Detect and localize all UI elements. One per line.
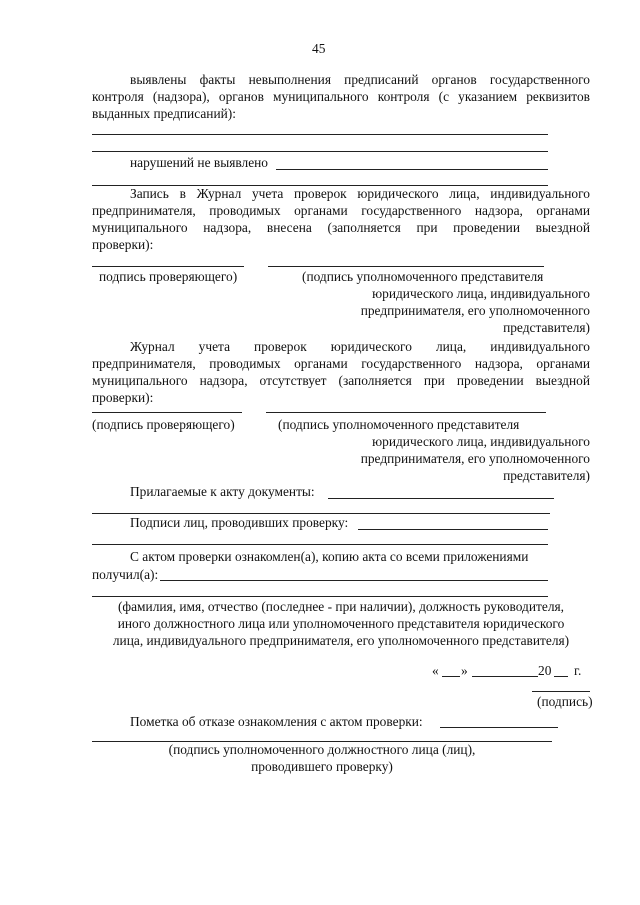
no-violations-label: нарушений не выявлено xyxy=(130,155,268,170)
sig2-rep-line1: (подпись уполномоченного представителя xyxy=(278,417,520,432)
fio-caption-line3: лица, индивидуального предпринимателя, его уполномоченного представителя) xyxy=(112,633,570,648)
journal-absent-line4: проверки): xyxy=(92,390,154,405)
sig1-inspector-line[interactable] xyxy=(92,266,244,267)
date-year-suffix: г. xyxy=(574,663,582,678)
inspectors-signatures-blank[interactable] xyxy=(358,529,548,530)
refusal-note-blank[interactable] xyxy=(440,727,558,728)
acquainted-line1: С актом проверки ознакомлен(а), копию акта со всеми приложениями xyxy=(130,549,529,564)
fio-caption-line2: иного должностного лица или уполномоченного представителя юридического xyxy=(117,616,565,631)
sig1-rep-line2: юридического лица, индивидуального xyxy=(372,286,590,301)
date-year-prefix: 20 xyxy=(538,663,552,678)
signature-blank[interactable] xyxy=(532,691,590,692)
signature-caption: (подпись) xyxy=(537,694,593,709)
sig2-representative-line[interactable] xyxy=(266,412,546,413)
violations-text-line1: выявлены факты невыполнения предписаний органов государственного xyxy=(130,72,590,87)
sig1-rep-line1: (подпись уполномоченного представителя xyxy=(302,269,544,284)
sig1-inspector-caption: подпись проверяющего) xyxy=(99,269,238,284)
date-open-quote: « xyxy=(432,663,439,678)
sig1-rep-line4: представителя) xyxy=(503,320,590,335)
attached-docs-blank[interactable] xyxy=(328,498,554,499)
fio-caption-line1: (фамилия, имя, отчество (последнее - при наличии), должность руководителя, xyxy=(117,599,565,614)
date-month-blank[interactable] xyxy=(472,676,538,677)
official-caption-line2: проводившего проверку) xyxy=(251,759,393,774)
journal-entry-line1: Запись в Журнал учета проверок юридического лица, индивидуального xyxy=(130,186,590,201)
sig1-rep-line3: предпринимателя, его уполномоченного xyxy=(360,303,590,318)
refusal-note-label: Пометка об отказе ознакомления с актом проверки: xyxy=(130,714,423,729)
page-number: 45 xyxy=(312,41,326,56)
official-caption-line1: (подпись уполномоченного должностного лица (лиц), xyxy=(168,742,476,757)
journal-absent-line3: муниципального надзора, отсутствует (заполняется при проведении выездной xyxy=(92,373,590,388)
journal-entry-line4: проверки): xyxy=(92,237,154,252)
attached-docs-label: Прилагаемые к акту документы: xyxy=(130,484,315,499)
violations-blank-line2[interactable] xyxy=(92,151,548,152)
violations-text-line2: контроля (надзора), органов муниципального контроля (с указанием реквизитов xyxy=(92,89,590,104)
inspectors-signatures-blank-line2[interactable] xyxy=(92,544,548,545)
journal-entry-line2: предпринимателя, проводимых органами государственного надзора, органами xyxy=(92,203,590,218)
journal-entry-line3: муниципального надзора, внесена (заполняется при проведении выездной xyxy=(92,220,590,235)
sig2-rep-line3: предпринимателя, его уполномоченного xyxy=(360,451,590,466)
inspectors-signatures-label: Подписи лиц, проводивших проверку: xyxy=(130,515,349,530)
date-day-blank[interactable] xyxy=(442,676,460,677)
journal-absent-line2: предпринимателя, проводимых органами государственного надзора, органами xyxy=(92,356,590,371)
violations-blank-line1[interactable] xyxy=(92,134,548,135)
sig2-rep-line2: юридического лица, индивидуального xyxy=(372,434,590,449)
date-year-blank[interactable] xyxy=(554,676,568,677)
acquainted-line2: получил(а): xyxy=(92,567,159,582)
sig2-inspector-line[interactable] xyxy=(92,412,242,413)
no-violations-blank[interactable] xyxy=(276,169,548,170)
sig1-representative-line[interactable] xyxy=(268,266,544,267)
acquainted-blank-line2[interactable] xyxy=(92,596,548,597)
sig2-inspector-caption: (подпись проверяющего) xyxy=(92,417,235,432)
violations-text-line3: выданных предписаний): xyxy=(92,106,236,121)
acquainted-blank[interactable] xyxy=(160,580,548,581)
date-close-quote: » xyxy=(461,663,468,678)
journal-absent-line1: Журнал учета проверок юридического лица, индивидуального xyxy=(130,339,590,354)
sig2-rep-line4: представителя) xyxy=(503,468,590,483)
